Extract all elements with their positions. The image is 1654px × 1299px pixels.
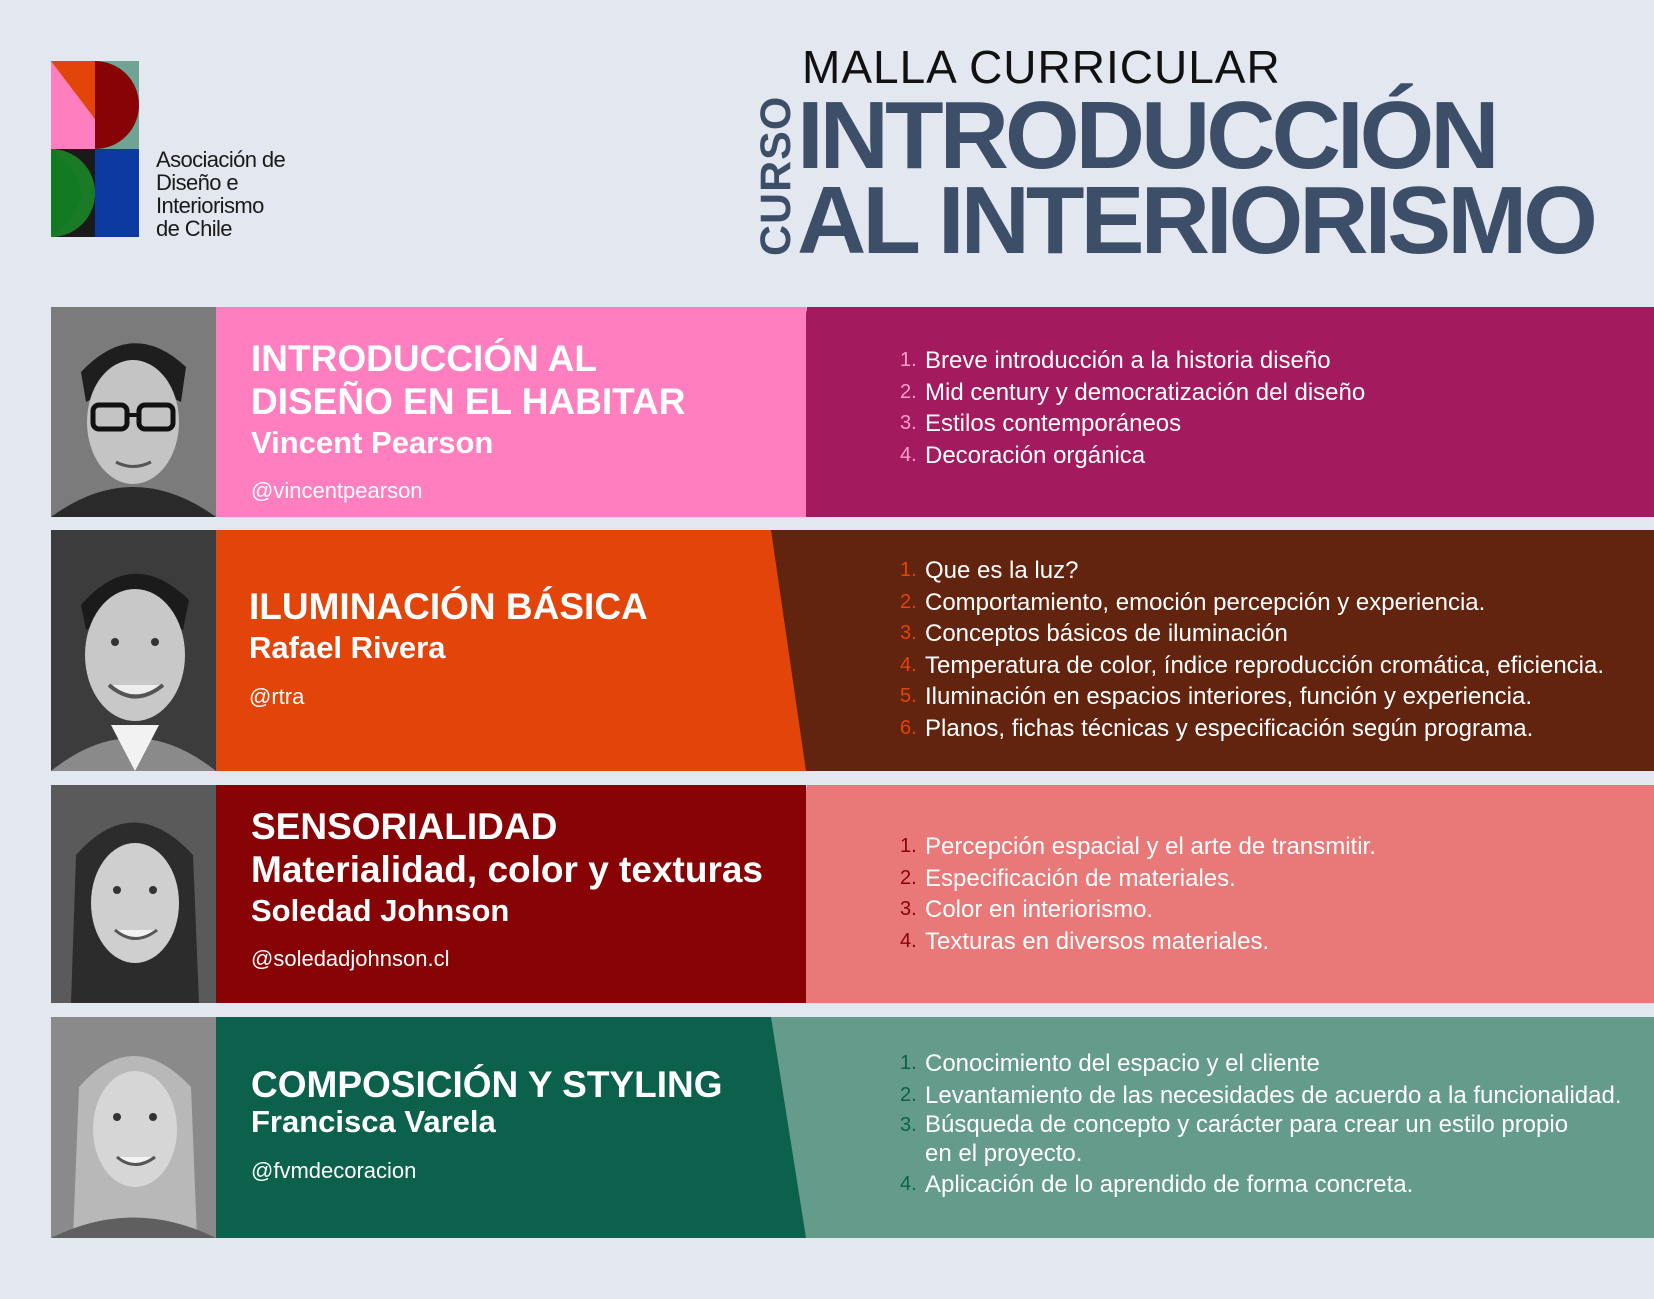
org-name-line: Asociación de bbox=[156, 147, 286, 172]
topic-list bbox=[900, 1048, 1622, 1201]
topic-number: 3. bbox=[900, 898, 917, 920]
org-name bbox=[156, 148, 285, 240]
topic-text: Texturas en diversos materiales. bbox=[925, 927, 1270, 955]
instructor-handle[interactable]: @soledadjohnson.cl bbox=[251, 946, 450, 971]
topic-text: Comportamiento, emoción percepción y experiencia. bbox=[925, 588, 1486, 616]
topic-number: 3. bbox=[900, 622, 917, 644]
topic-text: Conceptos básicos de iluminación bbox=[925, 620, 1288, 647]
list-item bbox=[900, 555, 1604, 587]
list-item bbox=[900, 831, 1376, 863]
instructor-photo bbox=[51, 307, 216, 517]
list-item bbox=[900, 713, 1604, 745]
instructor-name: Francisca Varela bbox=[251, 1104, 496, 1139]
instructor-handle[interactable]: @fvmdecoracion bbox=[251, 1158, 417, 1183]
topic-text: Breve introducción a la historia diseño bbox=[925, 347, 1331, 374]
module-1 bbox=[51, 307, 1654, 517]
topic-number: 2. bbox=[900, 590, 917, 613]
module-title: ILUMINACIÓN BÁSICA bbox=[249, 586, 648, 627]
list-item bbox=[900, 1048, 1622, 1080]
topic-text: Conocimiento del espacio y el cliente bbox=[925, 1050, 1320, 1077]
module-4 bbox=[51, 1017, 1654, 1238]
org-name-line: Diseño e bbox=[156, 170, 239, 195]
module-title: Materialidad, color y texturas bbox=[251, 849, 764, 890]
module-3 bbox=[51, 785, 1654, 1003]
topic-text: Estilos contemporáneos bbox=[925, 410, 1182, 437]
topic-text: Decoración orgánica bbox=[925, 441, 1146, 469]
instructor-name: Soledad Johnson bbox=[251, 893, 510, 928]
topic-text: Percepción espacial y el arte de transmitir. bbox=[925, 833, 1376, 860]
topic-number: 3. bbox=[900, 412, 917, 434]
list-item bbox=[900, 1169, 1622, 1201]
topic-text: Aplicación de lo aprendido de forma concreta. bbox=[925, 1171, 1414, 1198]
topic-number: 1. bbox=[900, 559, 917, 581]
org-name-line: Interiorismo bbox=[156, 193, 264, 218]
main-title-line-2: AL INTERIORISMO bbox=[797, 167, 1594, 274]
topic-number: 3. bbox=[900, 1114, 917, 1136]
topic-number: 2. bbox=[900, 866, 917, 889]
curso-label: CURSO bbox=[752, 95, 800, 256]
module-title: INTRODUCCIÓN AL bbox=[251, 338, 597, 379]
module-2 bbox=[51, 530, 1654, 771]
topic-text: Especificación de materiales. bbox=[925, 864, 1236, 892]
topic-number: 6. bbox=[900, 716, 917, 739]
module-3-text bbox=[251, 805, 763, 972]
list-item bbox=[900, 650, 1604, 682]
list-item bbox=[900, 863, 1376, 895]
topic-number: 4. bbox=[900, 443, 917, 466]
topic-text: Levantamiento de las necesidades de acuerdo a la funcionalidad. bbox=[925, 1081, 1622, 1109]
pre-title: MALLA CURRICULAR bbox=[802, 41, 1281, 93]
module-2-text bbox=[249, 585, 648, 710]
list-item bbox=[900, 894, 1376, 926]
list-item bbox=[900, 681, 1604, 713]
list-item bbox=[900, 1111, 1622, 1139]
topic-list bbox=[900, 345, 1365, 471]
topic-text: Temperatura de color, índice reproducción cromática, eficiencia. bbox=[925, 651, 1605, 679]
list-item bbox=[900, 926, 1376, 958]
list-item bbox=[900, 1080, 1622, 1112]
org-name-line: de Chile bbox=[156, 216, 232, 241]
instructor-name: Rafael Rivera bbox=[249, 630, 446, 665]
topic-number: 4. bbox=[900, 653, 917, 676]
topic-list bbox=[900, 555, 1604, 744]
list-item bbox=[900, 440, 1365, 472]
topic-text: Mid century y democratización del diseño bbox=[925, 378, 1366, 406]
topic-number: 4. bbox=[900, 1173, 917, 1195]
instructor-photo bbox=[51, 1017, 216, 1238]
topic-list bbox=[900, 831, 1376, 957]
module-title: COMPOSICIÓN Y STYLING bbox=[251, 1064, 723, 1105]
main-title-line-1: INTRODUCCIÓN bbox=[797, 82, 1496, 189]
topic-number: 4. bbox=[900, 929, 917, 952]
instructor-name: Vincent Pearson bbox=[251, 425, 494, 460]
instructor-handle[interactable]: @rtra bbox=[249, 684, 305, 709]
topic-number: 2. bbox=[900, 380, 917, 403]
list-item-continuation bbox=[900, 1139, 1622, 1169]
instructor-handle[interactable]: @vincentpearson bbox=[251, 478, 423, 503]
topic-number: 2. bbox=[900, 1083, 917, 1106]
list-item bbox=[900, 587, 1604, 619]
topic-text: Que es la luz? bbox=[925, 557, 1079, 584]
topic-number: 1. bbox=[900, 1052, 917, 1074]
instructor-photo bbox=[51, 785, 216, 1003]
topic-text: Iluminación en espacios interiores, función y experiencia. bbox=[925, 683, 1532, 710]
topic-number: 5. bbox=[900, 685, 917, 707]
module-4-text bbox=[251, 1063, 722, 1184]
list-item bbox=[900, 408, 1365, 440]
topic-text: Color en interiorismo. bbox=[925, 896, 1154, 923]
topic-number: 1. bbox=[900, 835, 917, 857]
module-1-text bbox=[251, 337, 685, 504]
instructor-photo bbox=[51, 530, 216, 771]
module-title: SENSORIALIDAD bbox=[251, 806, 558, 847]
topic-number: 1. bbox=[900, 349, 917, 371]
list-item bbox=[900, 618, 1604, 650]
topic-text: Búsqueda de concepto y carácter para crear un estilo propio bbox=[925, 1111, 1569, 1138]
list-item bbox=[900, 345, 1365, 377]
topic-text: Planos, fichas técnicas y especificación según programa. bbox=[925, 714, 1534, 742]
list-item bbox=[900, 377, 1365, 409]
topic-text-continuation: en el proyecto. bbox=[925, 1140, 1083, 1167]
logo bbox=[51, 61, 139, 237]
module-title: DISEÑO EN EL HABITAR bbox=[251, 381, 686, 422]
logo-mark-icon bbox=[51, 61, 139, 237]
